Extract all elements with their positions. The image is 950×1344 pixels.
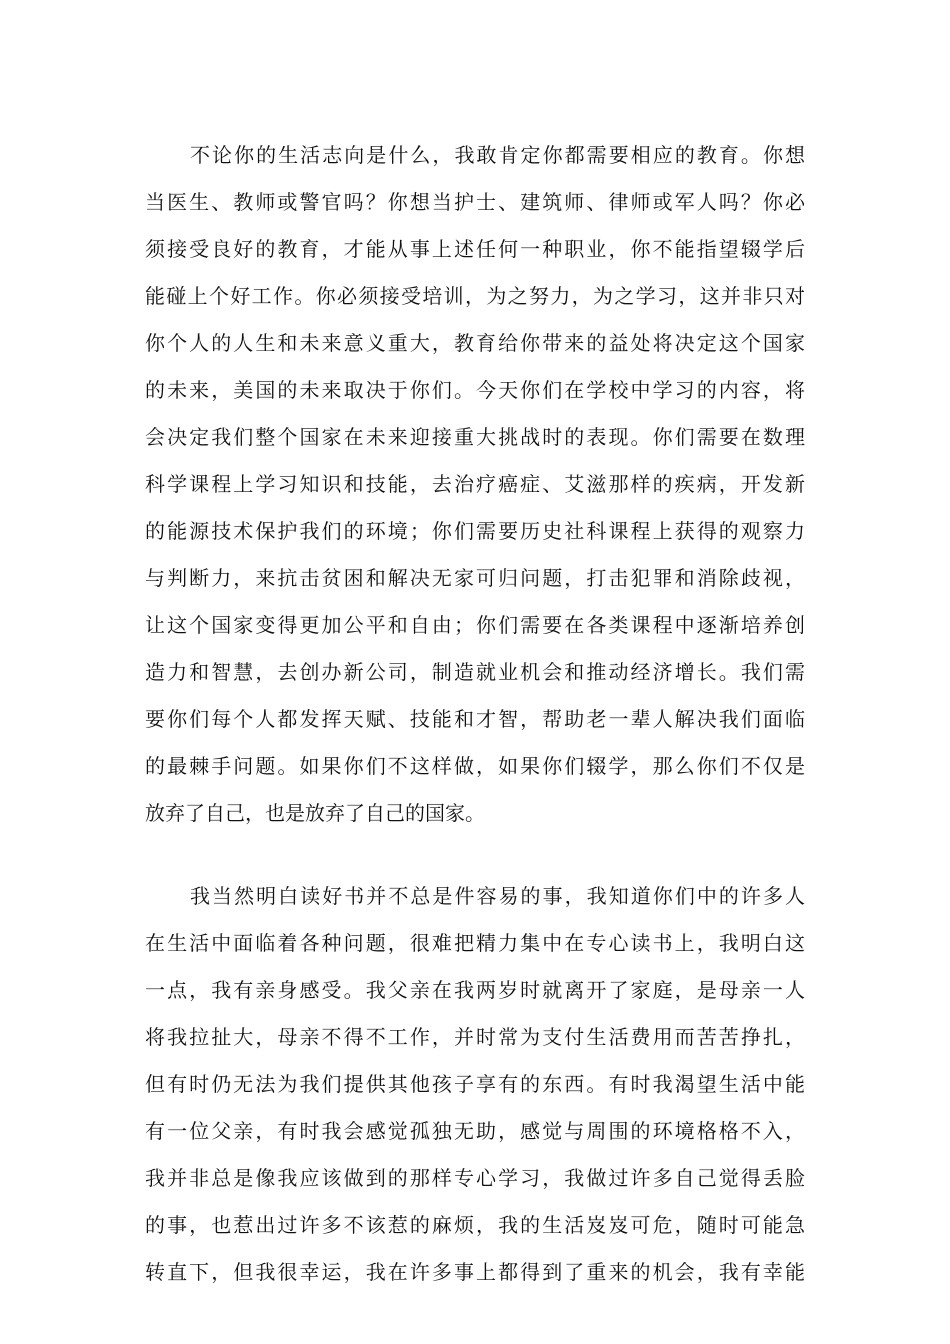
paragraph-1-line-7: 会决定我们整个国家在未来迎接重大挑战时的表现。你们需要在数理 xyxy=(145,425,805,449)
paragraph-2-line-7: 我并非总是像我应该做到的那样专心学习，我做过许多自己觉得丢脸 xyxy=(145,1166,805,1190)
paragraph-2-line-9: 转直下，但我很幸运，我在许多事上都得到了重来的机会，我有幸能 xyxy=(145,1260,805,1284)
paragraph-1-line-10: 与判断力，来抗击贫困和解决无家可归问题，打击犯罪和消除歧视， xyxy=(145,566,805,590)
paragraph-2-line-5: 但有时仍无法为我们提供其他孩子享有的东西。有时我渴望生活中能 xyxy=(145,1072,805,1096)
paragraph-1-line-9: 的能源技术保护我们的环境；你们需要历史社科课程上获得的观察力 xyxy=(145,519,805,543)
paragraph-2-line-1: 我当然明白读好书并不总是件容易的事，我知道你们中的许多人 xyxy=(190,884,805,908)
paragraph-2-line-2: 在生活中面临着各种问题，很难把精力集中在专心读书上，我明白这 xyxy=(145,931,805,955)
paragraph-1-line-5: 你个人的人生和未来意义重大，教育给你带来的益处将决定这个国家 xyxy=(145,331,805,355)
paragraph-1-line-14: 的最棘手问题。如果你们不这样做，如果你们辍学，那么你们不仅是 xyxy=(145,754,805,778)
paragraph-1-line-2: 当医生、教师或警官吗？你想当护士、建筑师、律师或军人吗？你必 xyxy=(145,190,805,214)
paragraph-1-line-3: 须接受良好的教育，才能从事上述任何一种职业，你不能指望辍学后 xyxy=(145,237,805,261)
paragraph-2-line-8: 的事，也惹出过许多不该惹的麻烦，我的生活岌岌可危，随时可能急 xyxy=(145,1213,805,1237)
paragraph-1-line-13: 要你们每个人都发挥天赋、技能和才智，帮助老一辈人解决我们面临 xyxy=(145,707,805,731)
paragraph-2-line-3: 一点，我有亲身感受。我父亲在我两岁时就离开了家庭，是母亲一人 xyxy=(145,978,805,1002)
paragraph-1-line-12: 造力和智慧，去创办新公司，制造就业机会和推动经济增长。我们需 xyxy=(145,660,805,684)
paragraph-1-line-8: 科学课程上学习知识和技能，去治疗癌症、艾滋那样的疾病，开发新 xyxy=(145,472,805,496)
paragraph-1-line-15: 放弃了自己，也是放弃了自己的国家。 xyxy=(145,801,485,825)
paragraph-2-line-4: 将我拉扯大，母亲不得不工作，并时常为支付生活费用而苦苦挣扎， xyxy=(145,1025,805,1049)
paragraph-1-line-6: 的未来，美国的未来取决于你们。今天你们在学校中学习的内容，将 xyxy=(145,378,805,402)
paragraph-1-line-11: 让这个国家变得更加公平和自由；你们需要在各类课程中逐渐培养创 xyxy=(145,613,805,637)
paragraph-1-line-1: 不论你的生活志向是什么，我敢肯定你都需要相应的教育。你想 xyxy=(190,143,805,167)
paragraph-1-line-4: 能碰上个好工作。你必须接受培训，为之努力，为之学习，这并非只对 xyxy=(145,284,805,308)
paragraph-2-line-6: 有一位父亲，有时我会感觉孤独无助，感觉与周围的环境格格不入， xyxy=(145,1119,805,1143)
